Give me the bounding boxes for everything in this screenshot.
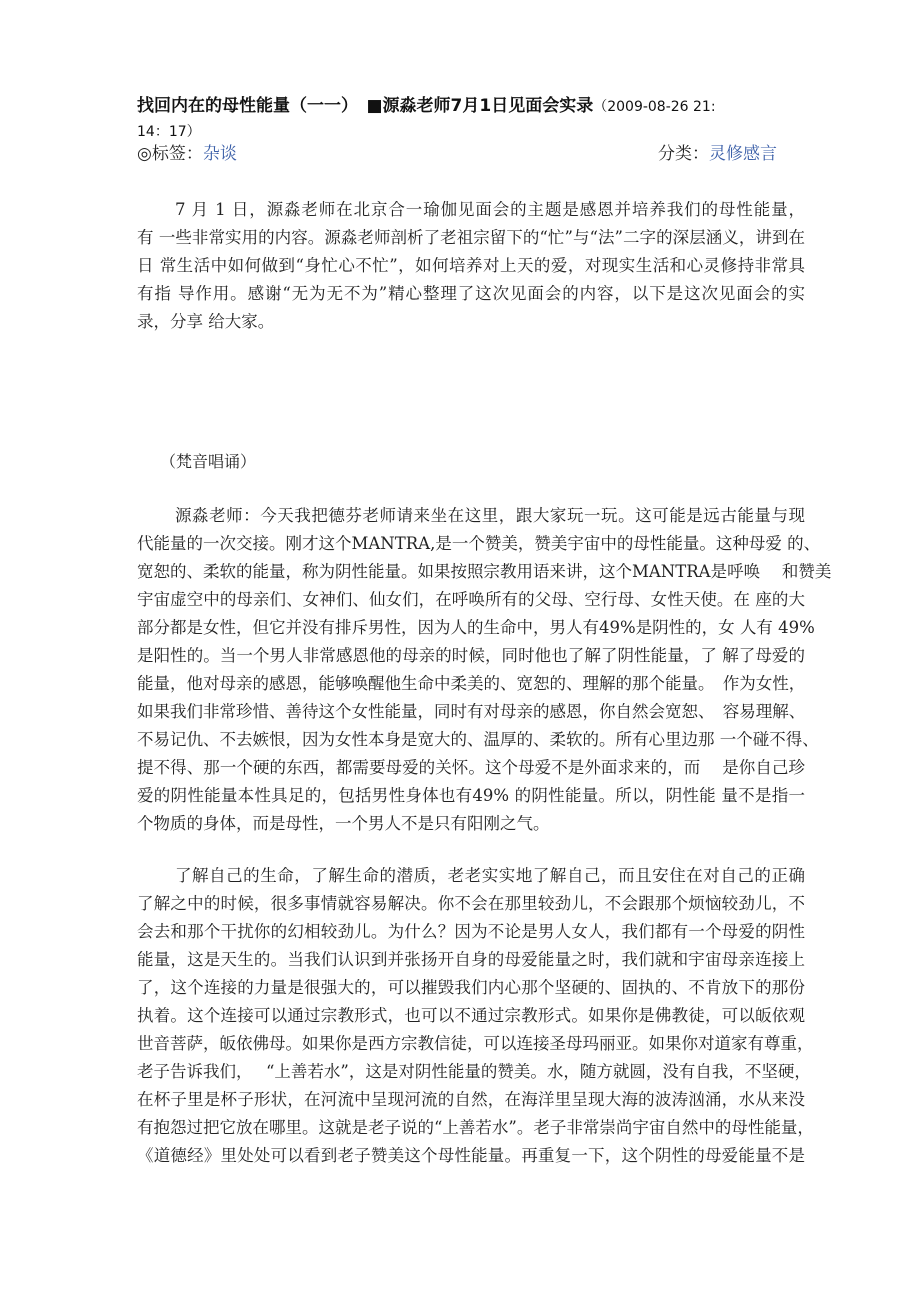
tag-link[interactable]: 杂谈 — [202, 144, 237, 164]
text-line: 日 常生活中如何做到“身忙心不忙”，如何培养对上天的爱，对现实生活和心灵修持非常具 — [137, 256, 805, 275]
text-line: 宇宙虚空中的母亲们、女神们、仙女们，在呼唤所有的父母、空行母、女性天使。在 座的大 — [137, 590, 805, 609]
text-line: 爱的阴性能量本性具足的，包括男性身体也有49% 的阴性能量。所以，阴性能 量不是指一 — [137, 786, 805, 805]
text-line: 有 一些非常实用的内容。源淼老师剖析了老祖宗留下的“忙”与“法”二字的深层涵义，讲到在 — [137, 228, 805, 247]
chant-note: （梵音唱诵） — [160, 452, 257, 471]
tag-group — [137, 142, 237, 166]
text-line: 了解之中的时候，很多事情就容易解决。你不会在那里较劲儿，不会跟那个烦恼较劲儿，不 — [137, 894, 805, 913]
category-link[interactable]: 灵修感言 — [709, 144, 777, 164]
text-line: 7 月 1 日，源淼老师在北京合一瑜伽见面会的主题是感恩并培养我们的母性能量， — [175, 200, 805, 219]
post-time: 14：17） — [137, 124, 201, 140]
text-line: 源淼老师：今天我把德芬老师请来坐在这里，跟大家玩一玩。这可能是远古能量与现 — [175, 506, 805, 525]
text-line: 世音菩萨，皈依佛母。如果你是西方宗教信徒，可以连接圣母玛丽亚。如果你对道家有尊重， — [137, 1034, 814, 1053]
text-line: 是阳性的。当一个男人非常感恩他的母亲的时候，同时他也了解了阴性能量，了 解了母爱的 — [137, 646, 805, 665]
category-group — [658, 142, 777, 166]
text-line: 了，这个连接的力量是很强大的，可以摧毁我们内心那个坚硬的、固执的、不肯放下的那份 — [137, 978, 805, 997]
paragraph-1 — [137, 502, 832, 838]
text-line: 老子告诉我们， “上善若水”，这是对阴性能量的赞美。水，随方就圆，没有自我，不坚硬， — [137, 1062, 811, 1081]
intro-paragraph — [137, 196, 805, 336]
paragraph-2 — [137, 862, 814, 1170]
text-line: 提不得、那一个硬的东西，都需要母爱的关怀。这个母爱不是外面求来的，而 是你自己珍 — [137, 758, 805, 777]
text-line: 如果我们非常珍惜、善待这个女性能量，同时有对母亲的感恩，你自然会宽恕、 容易理解、 — [137, 702, 806, 721]
article-title — [137, 94, 817, 144]
meta-row — [137, 142, 777, 166]
text-line: 个物质的身体，而是母性，一个男人不是只有阳刚之气。 — [137, 814, 550, 833]
text-line: 部分都是女性，但它并没有排斥男性，因为人的生命中，男人有49%是阴性的，女 人有 49% — [137, 618, 815, 637]
text-line: 宽恕的、柔软的能量，称为阴性能量。如果按照宗教用语来讲，这个MANTRA是呼唤 和赞美 — [137, 562, 832, 581]
text-line: 会去和那个干扰你的幻相较劲儿。为什么？因为不论是男人女人，我们都有一个母爱的阴性 — [137, 922, 805, 941]
post-date: （2009-08-26 21: — [593, 99, 716, 115]
text-line: 有抱怨过把它放在哪里。这就是老子说的“上善若水”。老子非常崇尚宇宙自然中的母性能量， — [137, 1118, 814, 1137]
text-line: 有指 导作用。感谢“无为无不为”精心整理了这次见面会的内容，以下是这次见面会的实 — [137, 284, 805, 303]
text-line: 能量，他对母亲的感恩，能够唤醒他生命中柔美的、宽恕的、理解的那个能量。 作为女性， — [137, 674, 806, 693]
tag-label: ◎标签： — [137, 144, 203, 164]
text-line: 录，分享 给大家。 — [137, 312, 275, 331]
text-line: 不易记仇、不去嫉恨，因为女性本身是宽大的、温厚的、柔软的。所有心里边那 一个碰不得、 — [137, 730, 819, 749]
text-line: 《道德经》里处处可以看到老子赞美这个母性能量。再重复一下，这个阴性的母爱能量不是 — [137, 1146, 805, 1165]
text-line: 在杯子里是杯子形状，在河流中呈现河流的自然，在海洋里呈现大海的波涛汹涌，水从来没 — [137, 1090, 805, 1109]
category-label: 分类： — [658, 144, 709, 164]
text-line: 能量，这是天生的。当我们认识到并张扬开自身的母爱能量之时，我们就和宇宙母亲连接上 — [137, 950, 805, 969]
title-text: 找回内在的母性能量（一一） ■源淼老师7月1日见面会实录 — [137, 96, 594, 116]
text-line: 了解自己的生命，了解生命的潜质，老老实实地了解自己，而且安住在对自己的正确 — [175, 866, 805, 885]
text-line: 执着。这个连接可以通过宗教形式，也可以不通过宗教形式。如果你是佛教徒，可以皈依观 — [137, 1006, 805, 1025]
text-line: 代能量的一次交接。刚才这个MANTRA,是一个赞美，赞美宇宙中的母性能量。这种母爱 的、 — [137, 534, 821, 553]
